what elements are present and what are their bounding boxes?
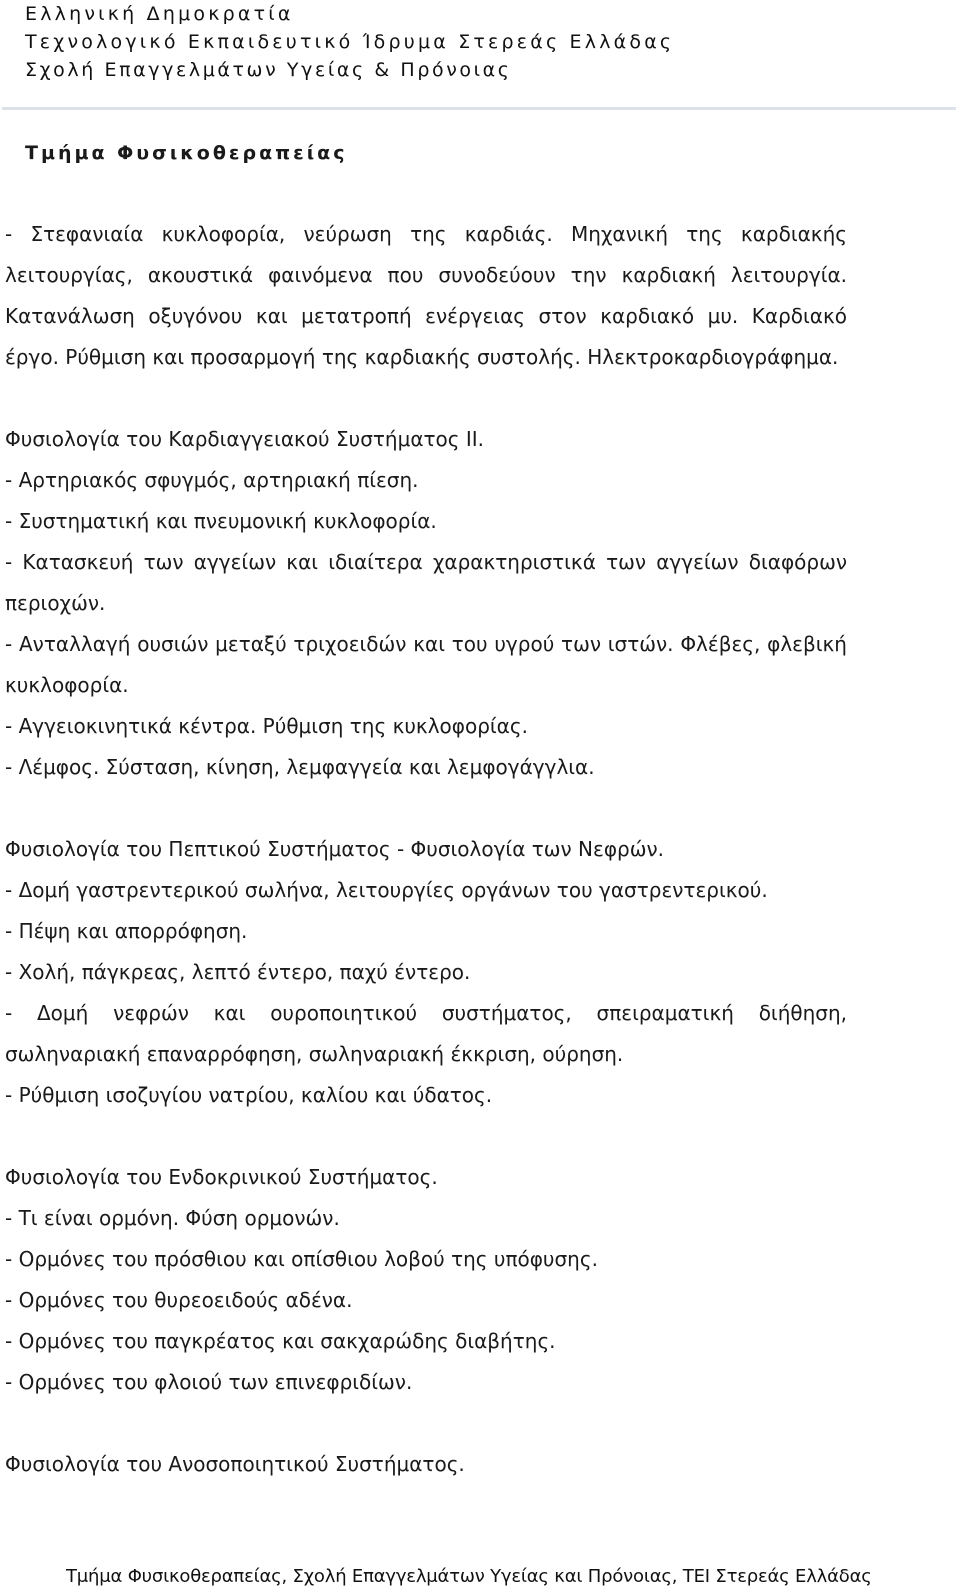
list-item: - Ανταλλαγή ουσιών μεταξύ τριχοειδών και του υγρού των ιστών. Φλέβες, φλεβική κυκλοφορία. (5, 632, 847, 697)
section-title-endocrine: Φυσιολογία του Ενδοκρινικού Συστήματος. (5, 1165, 438, 1189)
list-item: - Ορμόνες του θυρεοειδούς αδένα. (5, 1288, 353, 1312)
department-title: Τμήμα Φυσικοθεραπείας (25, 142, 348, 164)
list-item: - Ορμόνες του πρόσθιου και οπίσθιου λοβού της υπόφυσης. (5, 1247, 598, 1271)
list-item: - Πέψη και απορρόφηση. (5, 919, 248, 943)
list-item: - Αγγειοκινητικά κέντρα. Ρύθμιση της κυκλοφορίας. (5, 714, 528, 738)
list-item: - Ρύθμιση ισοζυγίου νατρίου, καλίου και ύδατος. (5, 1083, 493, 1107)
list-item: - Κατασκευή των αγγείων και ιδιαίτερα χαρακτηριστικά των αγγείων διαφόρων περιοχών. (5, 550, 847, 615)
paragraph-cardiac-mechanics: - Στεφανιαία κυκλοφορία, νεύρωση της καρδιάς. Μηχανική της καρδιακής λειτουργίας, ακουστικά φαινόμενα που συνοδεύουν την καρδιακή λειτουργία. Κατανάλωση οξυγόνου και μετατροπή ενέργειας στον καρδιακό μυ. Καρδιακό έργο. Ρύθμιση και προσαρμογή της καρδιακής συστολής. Ηλεκτροκαρδιογράφημα. (5, 222, 847, 369)
list-item: - Δομή γαστρεντερικού σωλήνα, λειτουργίες οργάνων του γαστρεντερικού. (5, 878, 768, 902)
header-divider (2, 107, 956, 110)
list-item: - Συστηματική και πνευμονική κυκλοφορία. (5, 509, 437, 533)
section-title-immune: Φυσιολογία του Ανοσοποιητικού Συστήματος. (5, 1452, 465, 1476)
list-item: - Αρτηριακός σφυγμός, αρτηριακή πίεση. (5, 468, 419, 492)
header-country: Ελληνική Δημοκρατία (25, 3, 294, 25)
list-item: - Λέμφος. Σύσταση, κίνηση, λεμφαγγεία και λεμφογάγγλια. (5, 755, 595, 779)
document-body (5, 214, 847, 1485)
list-item: - Ορμόνες του φλοιού των επινεφριδίων. (5, 1370, 413, 1394)
document-header (25, 0, 925, 84)
list-item: - Δομή νεφρών και ουροποιητικού συστήματος, σπειραματική διήθηση, σωληναριακή επαναρρόφηση, σωληναριακή έκκριση, ούρηση. (5, 1001, 847, 1066)
section-title-cardiovascular-2: Φυσιολογία του Καρδιαγγειακού Συστήματος ΙΙ. (5, 427, 485, 451)
list-item: - Χολή, πάγκρεας, λεπτό έντερο, παχύ έντερο. (5, 960, 471, 984)
header-institution: Τεχνολογικό Εκπαιδευτικό Ίδρυμα Στερεάς Ελλάδας (25, 31, 675, 53)
section-title-digestive-renal: Φυσιολογία του Πεπτικού Συστήματος - Φυσιολογία των Νεφρών. (5, 837, 664, 861)
page-footer: Τμήμα Φυσικοθεραπείας, Σχολή Επαγγελμάτων Υγείας και Πρόνοιας, ΤΕΙ Στερεάς Ελλάδας (66, 1566, 872, 1587)
header-school: Σχολή Επαγγελμάτων Υγείας & Πρόνοιας (25, 59, 512, 81)
list-item: - Τι είναι ορμόνη. Φύση ορμονών. (5, 1206, 340, 1230)
list-item: - Ορμόνες του παγκρέατος και σακχαρώδης διαβήτης. (5, 1329, 556, 1353)
